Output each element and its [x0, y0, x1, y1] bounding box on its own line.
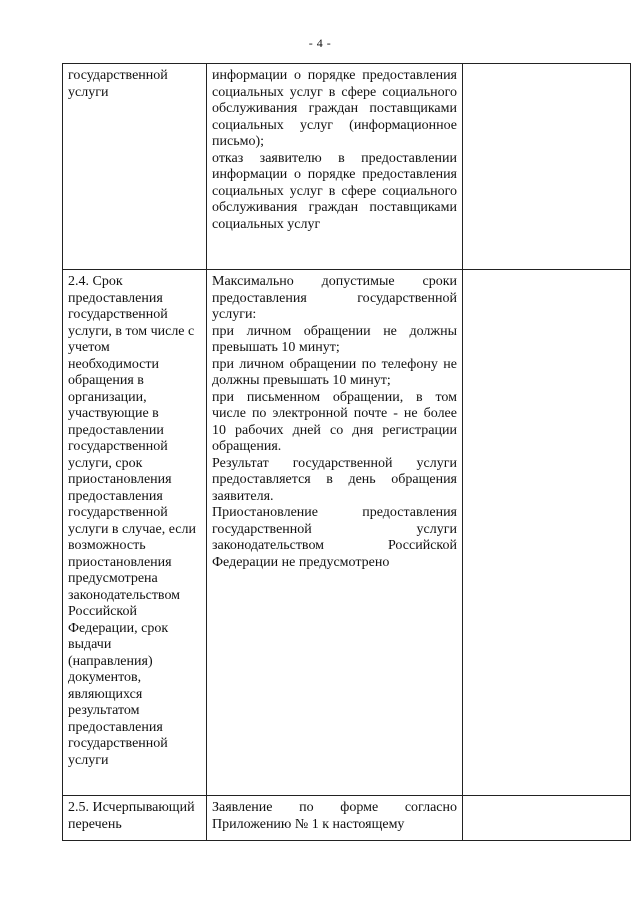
cell-parameter: [63, 270, 207, 796]
cell-description: [207, 796, 463, 841]
cell-description-text: Максимально допустимые сроки предоставления государственной услуги: при личном обращении не должны превышать 10 минут; при личном обращении по телефону не должны превышать 10 минут; при письменном обращении, в том числе по электронной почте - не более 10 рабочих дней со дня регистрации обращения. Результат государственной услуги предоставляется в день обращения заявителя. Приостановление предоставления государственной услуги законодательством Российской Федерации не предусмотрено: [212, 274, 457, 570]
cell-notes: [463, 270, 631, 796]
cell-notes: [463, 64, 631, 270]
table-row: [63, 64, 631, 270]
regulation-table: [62, 63, 631, 841]
cell-parameter-text: 2.4. Срок предоставления государственной услуги, в том числе с учетом необходимости обращения в организации, участвующие в предоставлении государственной услуги, срок приостановления предоставления государственной услуги в случае, если возможность приостановления предусмотрена законодательством Российской Федерации, срок выдачи (направления) документов, являющихся результатом предоставления государственной услуги: [68, 274, 196, 768]
cell-parameter-text: государственной услуги: [68, 68, 168, 100]
cell-description: [207, 64, 463, 270]
table-row: [63, 270, 631, 796]
page-number: - 4 -: [308, 36, 332, 50]
cell-description: [207, 270, 463, 796]
cell-parameter: [63, 796, 207, 841]
cell-description-text: Заявление по форме согласно Приложению № 1 к настоящему: [212, 800, 457, 832]
cell-notes: [463, 796, 631, 841]
cell-parameter-text: 2.5. Исчерпывающий перечень: [68, 800, 195, 832]
cell-parameter: [63, 64, 207, 270]
cell-description-text: информации о порядке предоставления социальных услуг в сфере социального обслуживания граждан поставщиками социальных услуг (информационное письмо); отказ заявителю в предоставлении информации о порядке предоставления социальных услуг в сфере социального обслуживания граждан поставщиками социальных услуг: [212, 68, 457, 232]
table-row: [63, 796, 631, 841]
